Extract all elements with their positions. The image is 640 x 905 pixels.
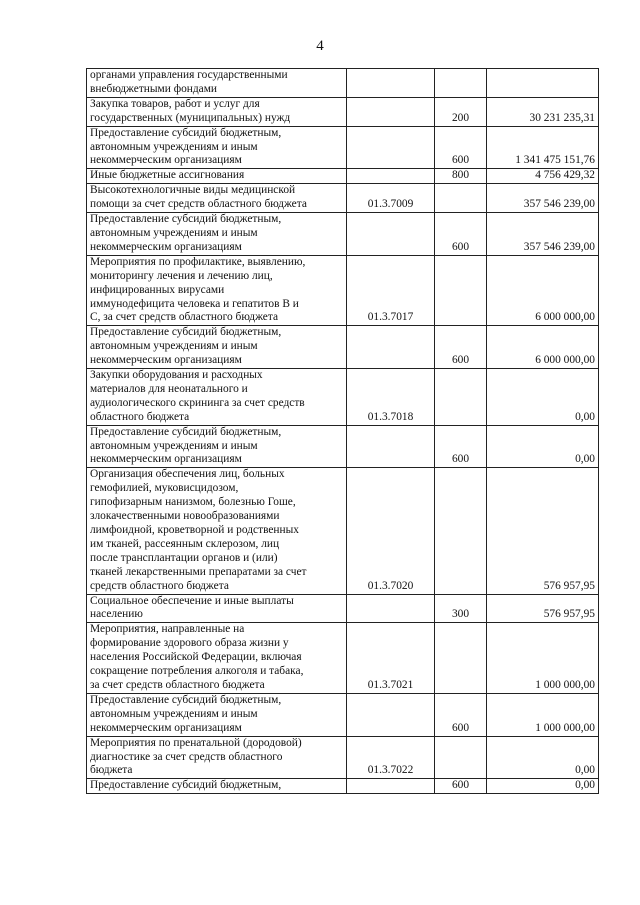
expense-type-cell bbox=[435, 255, 487, 326]
expense-type-cell bbox=[435, 69, 487, 98]
expense-name-cell: Иные бюджетные ассигнования bbox=[87, 169, 347, 184]
expense-type-cell: 600 bbox=[435, 425, 487, 468]
target-article-cell bbox=[347, 425, 435, 468]
target-article-cell: 01.3.7020 bbox=[347, 468, 435, 594]
target-article-cell bbox=[347, 693, 435, 736]
table-row bbox=[87, 213, 599, 256]
target-article-cell bbox=[347, 126, 435, 169]
expense-type-cell: 600 bbox=[435, 779, 487, 794]
table-row bbox=[87, 97, 599, 126]
amount-cell: 6 000 000,00 bbox=[487, 326, 599, 369]
expense-name-cell: Социальное обеспечение и иные выплаты населению bbox=[87, 594, 347, 623]
target-article-cell bbox=[347, 779, 435, 794]
amount-cell: 0,00 bbox=[487, 369, 599, 426]
target-article-cell bbox=[347, 213, 435, 256]
expense-name-cell: Мероприятия по профилактике, выявлению, мониторингу лечения и лечению лиц, инфицированных вирусами иммунодефицита человека и гепатитов В и С, за счет средств областного бюджета bbox=[87, 255, 347, 326]
expense-type-cell: 600 bbox=[435, 326, 487, 369]
expense-type-cell: 800 bbox=[435, 169, 487, 184]
expense-name-cell: Предоставление субсидий бюджетным, автономным учреждениям и иным некоммерческим организациям bbox=[87, 693, 347, 736]
page-number: 4 bbox=[316, 38, 324, 54]
expense-type-cell bbox=[435, 369, 487, 426]
amount-cell: 576 957,95 bbox=[487, 468, 599, 594]
target-article-cell bbox=[347, 69, 435, 98]
table-row bbox=[87, 169, 599, 184]
table-row bbox=[87, 126, 599, 169]
table-row bbox=[87, 468, 599, 594]
table-row bbox=[87, 693, 599, 736]
target-article-cell: 01.3.7009 bbox=[347, 184, 435, 213]
amount-cell: 1 000 000,00 bbox=[487, 623, 599, 694]
table-row bbox=[87, 326, 599, 369]
amount-cell: 357 546 239,00 bbox=[487, 184, 599, 213]
expense-name-cell: Организация обеспечения лиц, больных гемофилией, муковисцидозом, гипофизарным нанизмом, болезнью Гоше, злокачественными новообразованиями лимфоидной, кроветворной и родственных им тканей, рассеянным склерозом, лиц после трансплантации органов и (или) тканей лекарственными препаратами за счет средств областного бюджета bbox=[87, 468, 347, 594]
expense-name-cell: Закупки оборудования и расходных материалов для неонатального и аудиологического скрининга за счет средств областного бюджета bbox=[87, 369, 347, 426]
table-row bbox=[87, 594, 599, 623]
table-row bbox=[87, 184, 599, 213]
table-row bbox=[87, 425, 599, 468]
expense-type-cell: 200 bbox=[435, 97, 487, 126]
table-row bbox=[87, 779, 599, 794]
budget-table bbox=[86, 68, 599, 794]
expense-name-cell: Мероприятия по пренатальной (дородовой) диагностике за счет средств областного бюджета bbox=[87, 736, 347, 779]
expense-type-cell bbox=[435, 623, 487, 694]
expense-type-cell bbox=[435, 184, 487, 213]
expense-type-cell: 600 bbox=[435, 213, 487, 256]
expense-name-cell: Предоставление субсидий бюджетным, bbox=[87, 779, 347, 794]
table-row bbox=[87, 623, 599, 694]
amount-cell: 0,00 bbox=[487, 779, 599, 794]
expense-name-cell: Предоставление субсидий бюджетным, автономным учреждениям и иным некоммерческим организациям bbox=[87, 326, 347, 369]
expense-name-cell: Закупка товаров, работ и услуг для государственных (муниципальных) нужд bbox=[87, 97, 347, 126]
target-article-cell: 01.3.7022 bbox=[347, 736, 435, 779]
amount-cell: 1 341 475 151,76 bbox=[487, 126, 599, 169]
table-row bbox=[87, 369, 599, 426]
target-article-cell bbox=[347, 594, 435, 623]
expense-type-cell: 600 bbox=[435, 693, 487, 736]
amount-cell: 357 546 239,00 bbox=[487, 213, 599, 256]
expense-name-cell: Высокотехнологичные виды медицинской помощи за счет средств областного бюджета bbox=[87, 184, 347, 213]
expense-name-cell: Предоставление субсидий бюджетным, автономным учреждениям и иным некоммерческим организациям bbox=[87, 213, 347, 256]
expense-type-cell: 600 bbox=[435, 126, 487, 169]
amount-cell: 1 000 000,00 bbox=[487, 693, 599, 736]
expense-name-cell: Предоставление субсидий бюджетным, автономным учреждениям и иным некоммерческим организациям bbox=[87, 126, 347, 169]
target-article-cell: 01.3.7021 bbox=[347, 623, 435, 694]
target-article-cell bbox=[347, 326, 435, 369]
amount-cell: 6 000 000,00 bbox=[487, 255, 599, 326]
amount-cell: 4 756 429,32 bbox=[487, 169, 599, 184]
table-row bbox=[87, 255, 599, 326]
table-row bbox=[87, 736, 599, 779]
expense-name-cell: Предоставление субсидий бюджетным, автономным учреждениям и иным некоммерческим организациям bbox=[87, 425, 347, 468]
target-article-cell bbox=[347, 169, 435, 184]
amount-cell bbox=[487, 69, 599, 98]
expense-name-cell: Мероприятия, направленные на формирование здорового образа жизни у населения Российской Федерации, включая сокращение потребления алкоголя и табака, за счет средств областного бюджета bbox=[87, 623, 347, 694]
target-article-cell: 01.3.7017 bbox=[347, 255, 435, 326]
table-row bbox=[87, 69, 599, 98]
expense-name-cell: органами управления государственными внебюджетными фондами bbox=[87, 69, 347, 98]
amount-cell: 30 231 235,31 bbox=[487, 97, 599, 126]
expense-type-cell: 300 bbox=[435, 594, 487, 623]
amount-cell: 0,00 bbox=[487, 425, 599, 468]
target-article-cell: 01.3.7018 bbox=[347, 369, 435, 426]
budget-table-body bbox=[87, 69, 599, 794]
target-article-cell bbox=[347, 97, 435, 126]
amount-cell: 0,00 bbox=[487, 736, 599, 779]
amount-cell: 576 957,95 bbox=[487, 594, 599, 623]
expense-type-cell bbox=[435, 468, 487, 594]
expense-type-cell bbox=[435, 736, 487, 779]
